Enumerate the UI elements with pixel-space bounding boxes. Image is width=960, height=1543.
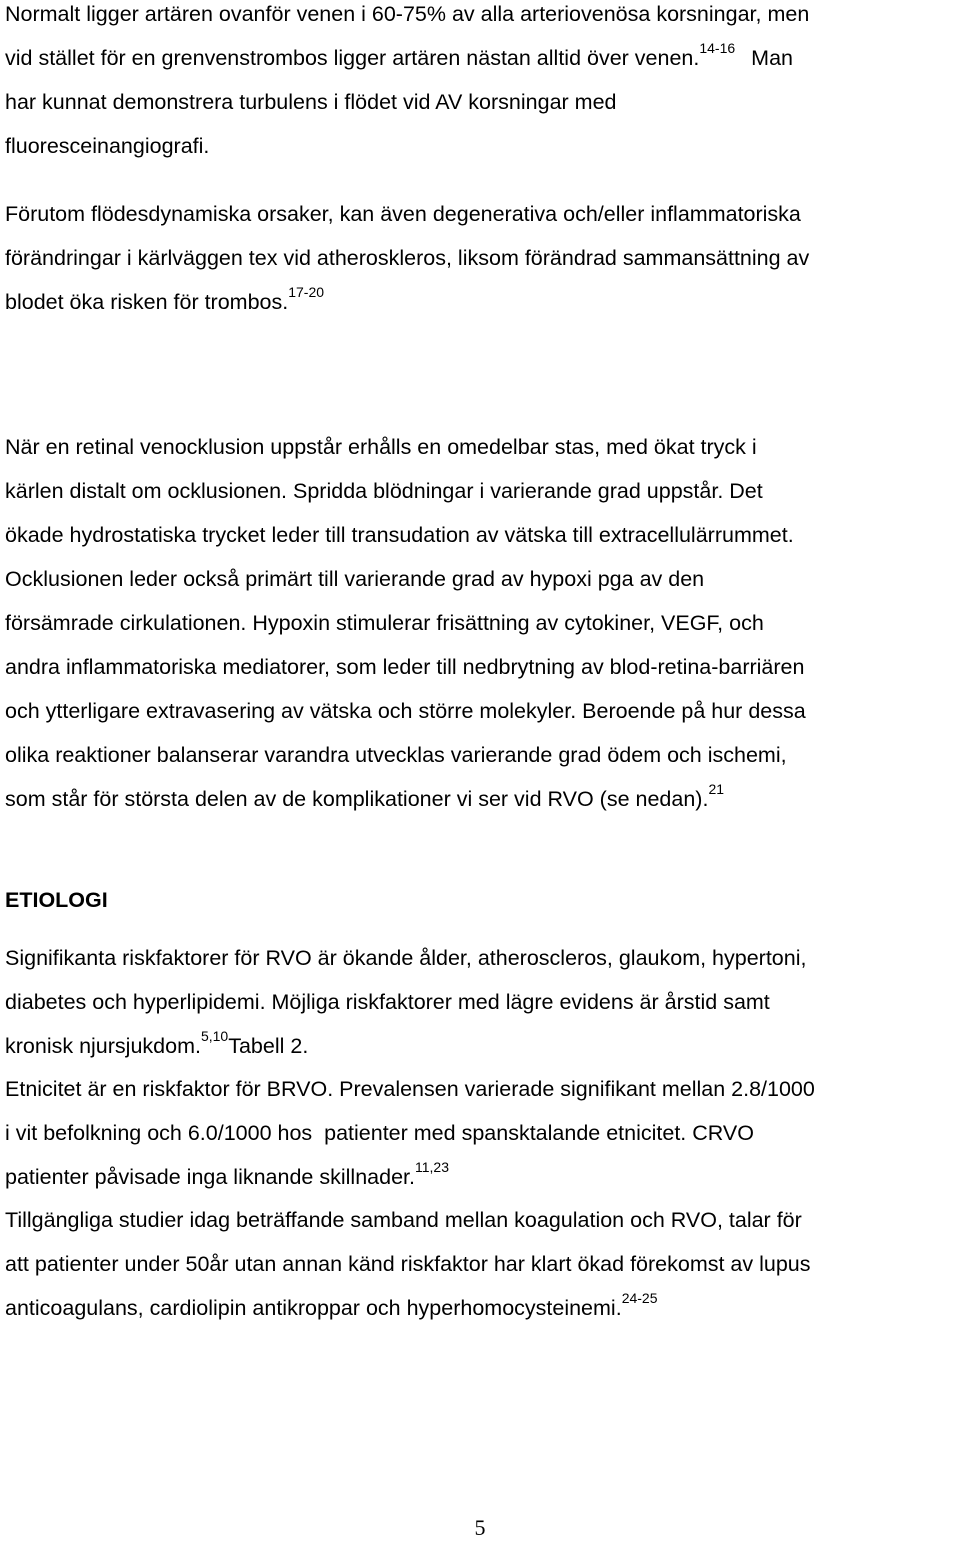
text-run: vid stället för en grenvenstrombos ligger artären nästan alltid över venen. (5, 46, 700, 70)
text-line: Tillgängliga studier idag beträffande samband mellan koagulation och RVO, talar för (5, 1208, 802, 1232)
text-line: kärlen distalt om ocklusionen. Spridda blödningar i varierande grad uppstår. Det (5, 479, 763, 503)
text-run: kronisk njursjukdom. (5, 1034, 201, 1058)
text-line (5, 1155, 955, 1199)
paragraph-av-crossing (5, 0, 955, 168)
text-run: som står för största delen av de komplikationer vi ser vid RVO (se nedan). (5, 787, 709, 811)
text-line (5, 777, 955, 821)
text-line: i vit befolkning och 6.0/1000 hos patienter med spansktalande etnicitet. CRVO (5, 1121, 754, 1145)
text-line: har kunnat demonstrera turbulens i flödet vid AV korsningar med (5, 90, 617, 114)
text-run: patienter påvisade inga liknande skillnader. (5, 1165, 415, 1189)
paragraph-risk-factors (5, 936, 955, 1068)
text-line: att patienter under 50år utan annan känd riskfaktor har klart ökad förekomst av lupus (5, 1252, 811, 1276)
text-line: Ocklusionen leder också primärt till varierande grad av hypoxi pga av den (5, 567, 705, 591)
text-line: diabetes och hyperlipidemi. Möjliga riskfaktorer med lägre evidens är årstid samt (5, 990, 770, 1014)
text-line: Etnicitet är en riskfaktor för BRVO. Prevalensen varierade signifikant mellan 2.8/1000 (5, 1077, 815, 1101)
text-line: Normalt ligger artären ovanför venen i 60-75% av alla arteriovenösa korsningar, men (5, 2, 810, 26)
text-run: blodet öka risken för trombos. (5, 290, 289, 314)
text-line: olika reaktioner balanserar varandra utvecklas varierande grad ödem och ischemi, (5, 743, 787, 767)
reference-superscript: 17-20 (288, 284, 325, 300)
page-number: 5 (474, 1515, 486, 1540)
text-line: fluoresceinangiografi. (5, 134, 210, 158)
text-line: förändringar i kärlväggen tex vid atheroskleros, liksom förändrad sammansättning av (5, 246, 810, 270)
text-run: Tabell 2. (228, 1034, 309, 1058)
text-line: Förutom flödesdynamiska orsaker, kan även degenerativa och/eller inflammatoriska (5, 202, 801, 226)
section-heading: ETIOLOGI (5, 888, 108, 912)
text-run: Man (751, 46, 793, 70)
text-line: och ytterligare extravasering av vätska och större molekyler. Beroende på hur dessa (5, 699, 806, 723)
text-run: anticoagulans, cardiolipin antikroppar och hyperhomocysteinemi. (5, 1296, 622, 1320)
text-line (5, 1286, 955, 1330)
text-line: försämrade cirkulationen. Hypoxin stimulerar frisättning av cytokiner, VEGF, och (5, 611, 764, 635)
reference-superscript: 11,23 (414, 1159, 449, 1175)
reference-superscript: 5,10 (200, 1028, 229, 1044)
paragraph-ethnicity (5, 1067, 955, 1199)
paragraph-coagulation (5, 1198, 955, 1330)
text-line: När en retinal venocklusion uppstår erhålls en omedelbar stas, med ökat tryck i (5, 435, 757, 459)
paragraph-degenerative-causes (5, 192, 955, 324)
paragraph-pathophysiology (5, 425, 955, 821)
text-line (5, 280, 955, 324)
reference-superscript: 14-16 (699, 40, 736, 56)
text-line: ökade hydrostatiska trycket leder till transudation av vätska till extracellulärrummet. (5, 523, 794, 547)
text-line (5, 1024, 955, 1068)
reference-superscript: 24-25 (621, 1290, 658, 1306)
text-line: andra inflammatoriska mediatorer, som leder till nedbrytning av blod-retina-barriären (5, 655, 805, 679)
text-line: Signifikanta riskfaktorer för RVO är ökande ålder, atheroscleros, glaukom, hypertoni, (5, 946, 807, 970)
reference-superscript: 21 (708, 781, 725, 797)
text-line (5, 36, 955, 80)
